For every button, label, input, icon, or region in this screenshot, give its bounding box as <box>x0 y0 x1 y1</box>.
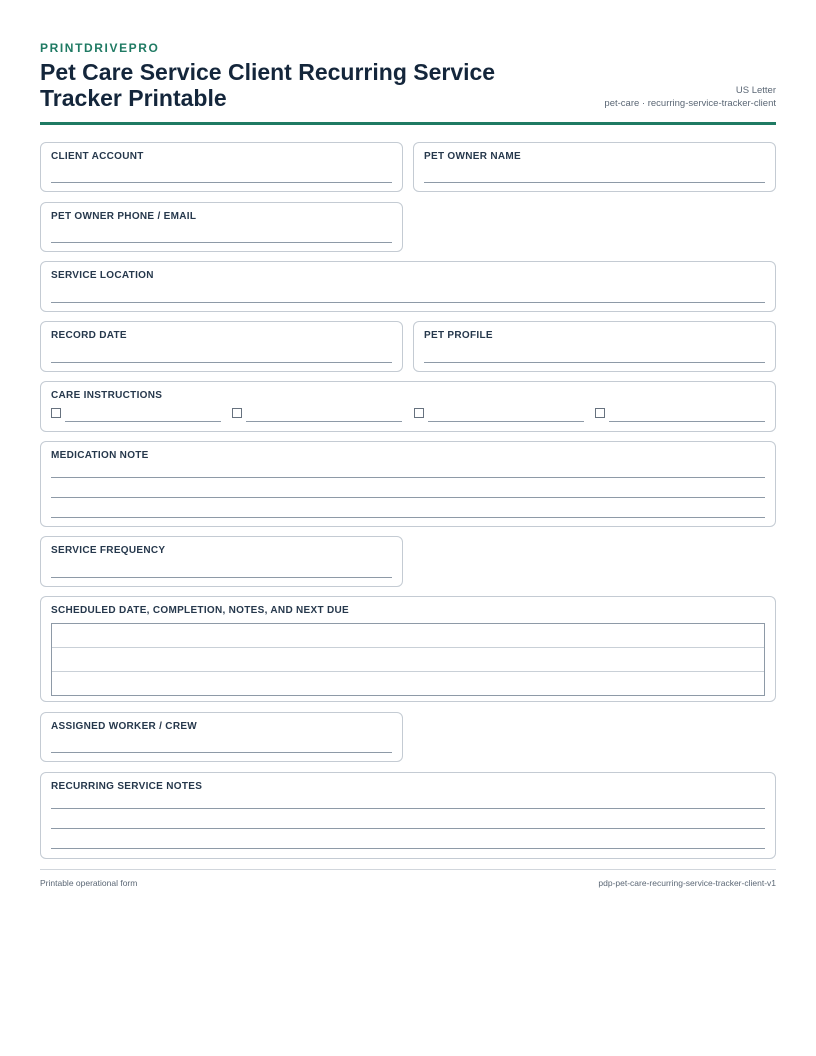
care-instruction-line[interactable] <box>246 421 402 422</box>
medication-note-line[interactable] <box>51 497 765 498</box>
footer-form-type: Printable operational form <box>40 878 138 888</box>
pet-owner-name-field[interactable] <box>413 142 776 192</box>
recurring-notes-line[interactable] <box>51 808 765 809</box>
record-date-field[interactable] <box>40 321 403 372</box>
brand-name: PRINTDRIVEPRO <box>40 41 160 55</box>
recurring-notes-line[interactable] <box>51 848 765 849</box>
schedule-table-label: SCHEDULED DATE, COMPLETION, NOTES, AND NEXT DUE <box>51 605 350 616</box>
record-date-label: RECORD DATE <box>51 330 127 341</box>
care-instructions-label: CARE INSTRUCTIONS <box>51 390 163 401</box>
table-row[interactable] <box>52 624 764 648</box>
record-date-line[interactable] <box>51 362 392 363</box>
document-slug: pet-care · recurring-service-tracker-client <box>604 98 776 109</box>
care-instructions-field <box>40 381 776 432</box>
header <box>40 40 776 125</box>
pet-owner-name-label: PET OWNER NAME <box>424 151 521 162</box>
care-instruction-item[interactable] <box>232 407 402 423</box>
care-instruction-item[interactable] <box>414 407 584 423</box>
medication-note-field[interactable] <box>40 441 776 527</box>
page-title: Pet Care Service Client Recurring Service Tracker Printable <box>40 59 496 111</box>
footer <box>40 869 776 890</box>
care-instruction-item[interactable] <box>595 407 765 423</box>
service-frequency-field[interactable] <box>40 536 403 587</box>
checkbox-icon[interactable] <box>595 408 605 418</box>
pet-owner-contact-line[interactable] <box>51 242 392 243</box>
care-instruction-line[interactable] <box>65 421 221 422</box>
service-frequency-label: SERVICE FREQUENCY <box>51 545 166 556</box>
pet-owner-contact-label: PET OWNER PHONE / EMAIL <box>51 211 197 222</box>
schedule-table <box>51 623 765 696</box>
client-account-line[interactable] <box>51 182 392 183</box>
form-page <box>40 40 776 888</box>
recurring-notes-field[interactable] <box>40 772 776 859</box>
recurring-notes-label: RECURRING SERVICE NOTES <box>51 781 203 792</box>
service-location-line[interactable] <box>51 302 765 303</box>
medication-note-line[interactable] <box>51 517 765 518</box>
service-location-label: SERVICE LOCATION <box>51 270 154 281</box>
checkbox-icon[interactable] <box>51 408 61 418</box>
checkbox-icon[interactable] <box>232 408 242 418</box>
service-location-field[interactable] <box>40 261 776 312</box>
assigned-worker-line[interactable] <box>51 752 392 753</box>
pet-profile-label: PET PROFILE <box>424 330 493 341</box>
medication-note-line[interactable] <box>51 477 765 478</box>
schedule-table-field <box>40 596 776 702</box>
care-instruction-line[interactable] <box>428 421 584 422</box>
footer-form-id: pdp-pet-care-recurring-service-tracker-client-v1 <box>598 878 776 888</box>
client-account-field[interactable] <box>40 142 403 192</box>
care-instruction-line[interactable] <box>609 421 765 422</box>
care-instruction-item[interactable] <box>51 407 221 423</box>
assigned-worker-label: ASSIGNED WORKER / CREW <box>51 721 198 732</box>
pet-profile-field[interactable] <box>413 321 776 372</box>
paper-size: US Letter <box>735 85 776 96</box>
document-meta <box>604 84 776 110</box>
client-account-label: CLIENT ACCOUNT <box>51 151 144 162</box>
recurring-notes-line[interactable] <box>51 828 765 829</box>
assigned-worker-field[interactable] <box>40 712 403 762</box>
table-row[interactable] <box>52 648 764 672</box>
pet-owner-name-line[interactable] <box>424 182 765 183</box>
pet-profile-line[interactable] <box>424 362 765 363</box>
pet-owner-contact-field[interactable] <box>40 202 403 252</box>
checkbox-icon[interactable] <box>414 408 424 418</box>
medication-note-label: MEDICATION NOTE <box>51 450 149 461</box>
form-body <box>40 142 776 962</box>
service-frequency-line[interactable] <box>51 577 392 578</box>
table-row[interactable] <box>52 672 764 695</box>
